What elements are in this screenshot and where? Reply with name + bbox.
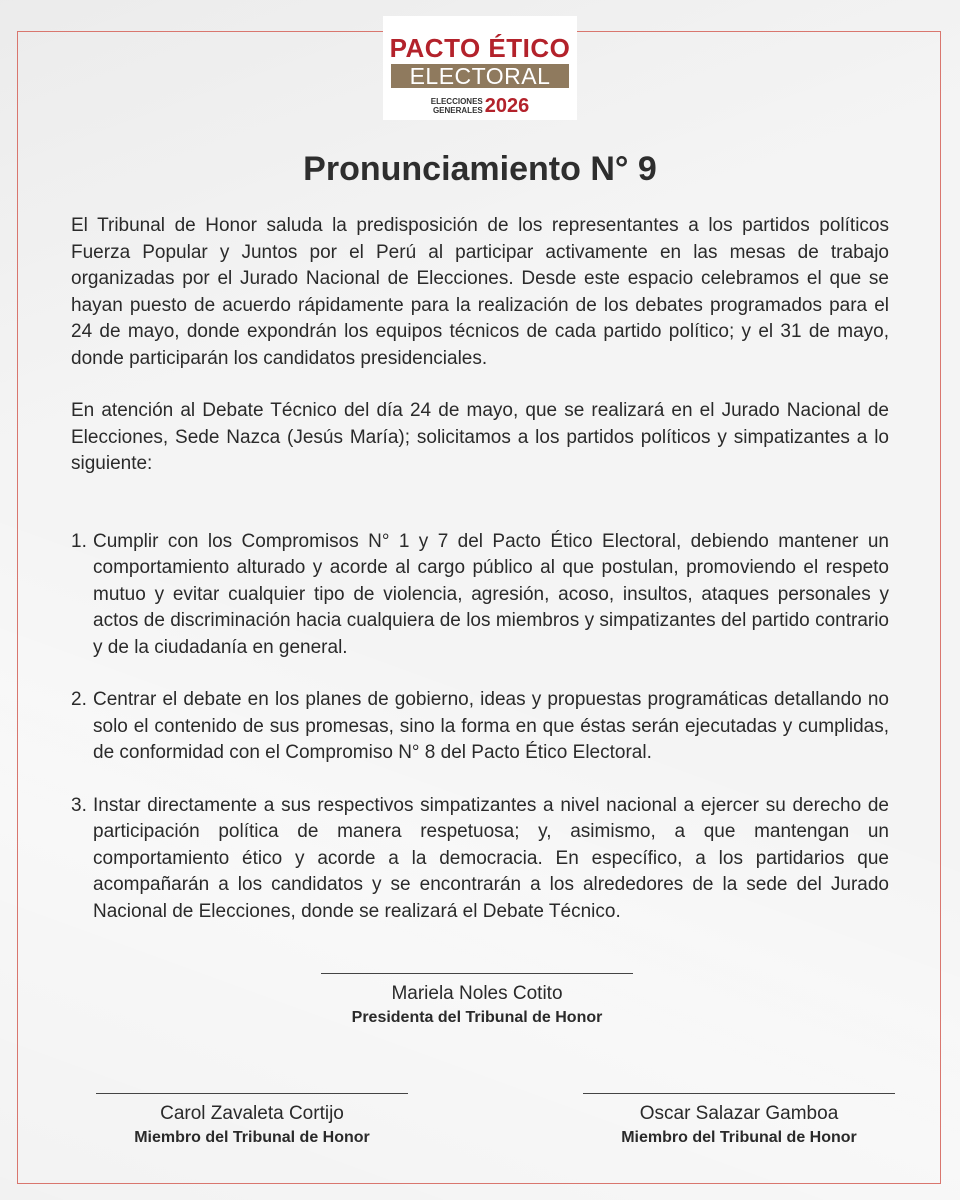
list-item: [71, 793, 889, 926]
paragraph: En atención al Debate Técnico del día 24 de mayo, que se realizará en el Jurado Nacional de Elecciones, Sede Nazca (Jesús María); solicitamos a los partidos políticos y simpatizantes a lo siguiente:: [71, 400, 889, 474]
logo-top-text: PACTO ÉTICO: [389, 33, 571, 63]
logo-band-text: ELECTORAL: [391, 64, 569, 88]
list-item-number: 3.: [71, 794, 87, 816]
signature-line: [321, 973, 633, 974]
list-item: [71, 529, 889, 662]
signature-president: [320, 973, 634, 1030]
signature-member-right: [583, 1093, 895, 1150]
logo-year: 2026: [484, 95, 530, 117]
list-item-text: Centrar el debate en los planes de gobierno, ideas y propuestas programáticas detallando no solo el contenido de sus promesas, sino la forma en que éstas serán ejecutadas y cumplidas, de conformidad con el Compromiso N° 8 del Pacto Ético Electoral.: [93, 689, 889, 763]
signer-role: Miembro del Tribunal de Honor: [621, 1129, 857, 1146]
signer-name: Carol Zavaleta Cortijo: [160, 1103, 344, 1124]
signer-role: Miembro del Tribunal de Honor: [134, 1129, 370, 1146]
document-body: [71, 213, 889, 951]
list-item: [71, 687, 889, 767]
signature-line: [583, 1093, 895, 1094]
signature-line: [96, 1093, 408, 1094]
signer-name: Mariela Noles Cotito: [391, 983, 563, 1004]
logo-small-line2: GENERALES: [432, 106, 483, 115]
signature-member-left: [96, 1093, 408, 1150]
signer-role: Presidenta del Tribunal de Honor: [351, 1009, 603, 1026]
pacto-etico-logo: [383, 16, 577, 120]
logo-small-line1: ELECCIONES: [430, 97, 483, 106]
request-list: [71, 529, 889, 926]
list-item-number: 1.: [71, 530, 87, 552]
signer-name: Oscar Salazar Gamboa: [639, 1103, 839, 1124]
list-item-text: Instar directamente a sus respectivos simpatizantes a nivel nacional a ejercer su derecho de participación política de manera respetuosa; y, asimismo, a que mantengan un comportamiento ético y acorde a la democracia. En específico, a los partidarios que acompañarán a los candidatos y se encontrarán a los alrededores de la sede del Jurado Nacional de Elecciones, donde se realizará el Debate Técnico.: [93, 794, 889, 922]
document-title: Pronunciamiento N° 9: [303, 150, 657, 188]
paragraph: El Tribunal de Honor saluda la predisposición de los representantes a los partidos políticos Fuerza Popular y Juntos por el Perú al participar activamente en las mesas de trabajo organizadas por el Jurado Nacional de Elecciones. Desde este espacio celebramos el que se hayan puesto de acuerdo rápidamente para la realización de los debates programados para el 24 de mayo, donde expondrán los equipos técnicos de cada partido político; y el 31 de mayo, donde participarán los candidatos presidenciales.: [71, 215, 889, 369]
list-item-text: Cumplir con los Compromisos N° 1 y 7 del Pacto Ético Electoral, debiendo mantener un comportamiento alturado y acorde al cargo público al que postulan, promoviendo el respeto mutuo y evitar cualquier tipo de violencia, agresión, acoso, insultos, ataques personales y actos de discriminación hacia cualquiera de los miembros y simpatizantes del partido contrario y de la ciudadanía en general.: [93, 530, 889, 658]
logo-election-tag: [383, 94, 577, 118]
list-item-number: 2.: [71, 689, 87, 710]
